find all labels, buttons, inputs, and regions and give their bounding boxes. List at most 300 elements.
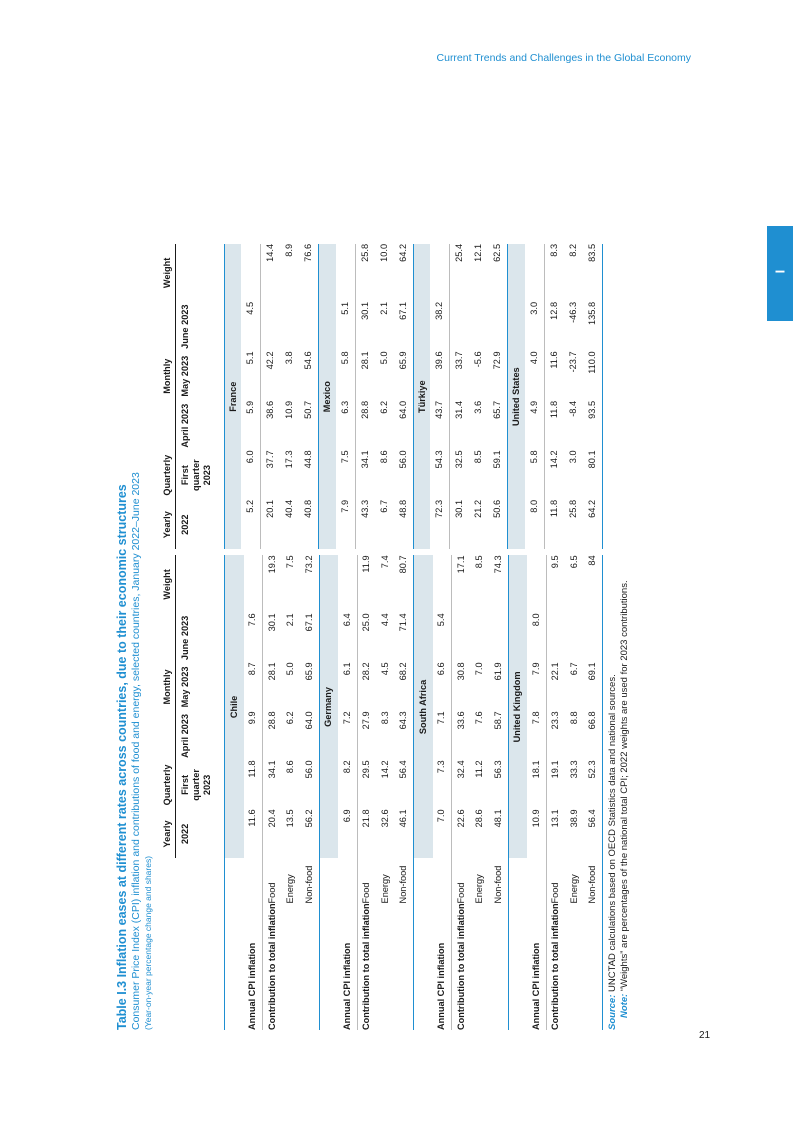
country-name: Türkiye: [413, 244, 430, 550]
header-period: First quarter 2023: [176, 760, 225, 809]
value-cell: 8.3: [379, 711, 390, 725]
annual-row: [241, 244, 261, 550]
contribution-label: [565, 903, 584, 1030]
contribution-label: Contribution to total inflation: [455, 903, 466, 1030]
value-cell: 4.4: [379, 613, 390, 627]
country-name: United States: [508, 244, 525, 550]
value-cell: 33.7: [454, 351, 465, 370]
value-cell: 5.1: [336, 302, 356, 352]
value-cell: 5.2: [241, 500, 261, 550]
value-cell: 11.2: [474, 760, 485, 778]
value-cell: 19.3: [266, 555, 277, 574]
value-cell: 66.8: [584, 711, 603, 760]
value-cell: 28.1: [359, 351, 370, 370]
contribution-label: Contribution to total inflation: [550, 903, 561, 1030]
component-row: [546, 555, 565, 1030]
value-cell: 12.1: [473, 243, 484, 262]
value-cell: 65.9: [300, 662, 319, 711]
value-cell: 8.2: [567, 243, 578, 257]
value-cell: 9.9: [244, 711, 263, 760]
value-cell: 39.6: [430, 351, 450, 401]
value-cell: 6.2: [285, 711, 296, 725]
value-cell: 8.0: [527, 613, 546, 662]
value-cell: 76.6: [299, 244, 319, 302]
country-spacer: [508, 903, 527, 1030]
value-cell: 56.4: [395, 760, 414, 809]
header-row-groups: [157, 244, 176, 550]
value-cell: [489, 613, 508, 662]
value-cell: 73.2: [300, 555, 319, 613]
header-period: 2022: [176, 809, 225, 858]
component-label: Food: [361, 882, 372, 904]
value-cell: [433, 555, 452, 613]
value-cell: 4.5: [241, 302, 261, 352]
value-cell: 8.7: [244, 662, 263, 711]
contribution-label: [395, 903, 414, 1030]
value-cell: 5.4: [433, 613, 452, 662]
value-cell: 80.7: [395, 555, 414, 613]
value-cell: 6.2: [378, 400, 389, 414]
value-cell: 3.0: [567, 450, 578, 464]
value-cell: 93.5: [583, 401, 603, 451]
component-row: [452, 555, 471, 1030]
value-cell: 3.6: [473, 400, 484, 414]
value-cell: 6.5: [568, 555, 579, 569]
value-cell: 7.0: [474, 662, 485, 676]
value-cell: 5.0: [378, 351, 389, 365]
value-cell: 67.1: [394, 302, 414, 352]
value-cell: 5.8: [336, 351, 356, 401]
value-cell: 21.2: [473, 499, 484, 518]
value-cell: 7.9: [336, 500, 356, 550]
right-table: [157, 244, 603, 550]
annual-label: Annual CPI inflation: [433, 858, 452, 1030]
value-cell: 5.1: [241, 351, 261, 401]
value-cell: 14.4: [265, 243, 276, 262]
annual-row: [527, 555, 546, 1030]
component-label: Energy: [474, 874, 485, 904]
contribution-label: Contribution to total inflation: [266, 903, 277, 1030]
value-cell: 11.8: [244, 760, 263, 809]
value-cell: [338, 555, 357, 613]
component-row: [355, 244, 375, 550]
annual-row: [338, 555, 357, 1030]
header-period: June 2023: [176, 613, 225, 662]
country-name: Germany: [319, 555, 338, 858]
value-cell: 64.0: [394, 401, 414, 451]
value-cell: [525, 244, 545, 302]
value-cell: [280, 302, 299, 352]
country-spacer: [414, 858, 433, 903]
value-cell: 71.4: [395, 613, 414, 662]
component-row: [565, 555, 584, 1030]
value-cell: 8.5: [474, 555, 485, 569]
value-cell: 64.2: [583, 500, 603, 550]
country-row: [508, 555, 527, 1030]
header-quarterly: Quarterly: [157, 450, 176, 500]
value-cell: 37.7: [265, 450, 276, 469]
header-period: May 2023: [176, 351, 225, 401]
value-cell: 11.9: [361, 555, 372, 573]
page-number: 21: [699, 1030, 711, 1041]
value-cell: 2.1: [378, 301, 389, 315]
source-label: Source:: [607, 994, 618, 1030]
country-row: [319, 244, 336, 550]
component-row: [450, 244, 470, 550]
annual-row: [244, 555, 263, 1030]
value-cell: 11.6: [244, 809, 263, 858]
annual-row: [336, 244, 356, 550]
chapter-tab-label: I: [772, 269, 788, 274]
table-notes: [607, 115, 631, 1030]
component-label: Food: [455, 882, 466, 904]
value-cell: 46.1: [395, 809, 414, 858]
component-row: [471, 555, 490, 1030]
country-spacer: [319, 858, 338, 903]
value-cell: 7.5: [285, 555, 296, 569]
value-cell: 8.6: [285, 760, 296, 774]
value-cell: 7.0: [433, 809, 452, 858]
table-body: [225, 555, 603, 1030]
value-cell: 4.0: [525, 351, 545, 401]
value-cell: [488, 302, 508, 352]
value-cell: 80.1: [583, 450, 603, 500]
value-cell: 10.0: [378, 243, 389, 262]
rotated-table-block: [115, 115, 675, 1030]
component-row: [469, 244, 488, 550]
country-row: [413, 244, 430, 550]
header-blank: [176, 903, 225, 1030]
value-cell: [261, 302, 281, 352]
component-row: [564, 244, 583, 550]
contribution-label: Contribution to total inflation: [361, 903, 372, 1030]
component-label: Non-food: [395, 858, 414, 903]
header-weight: Weight: [157, 555, 176, 613]
value-cell: 33.6: [455, 711, 466, 730]
value-cell: 43.3: [359, 499, 370, 518]
country-name: France: [225, 244, 242, 550]
tables-row: [157, 115, 603, 1030]
value-cell: 65.9: [394, 351, 414, 401]
header-period: 2022: [176, 500, 225, 550]
value-cell: 25.0: [361, 613, 372, 632]
component-label: Food: [266, 882, 277, 904]
component-row: [261, 244, 281, 550]
header-monthly: Monthly: [157, 302, 176, 451]
chapter-tab: [767, 226, 793, 321]
value-cell: 13.5: [285, 809, 296, 828]
value-cell: 61.9: [489, 662, 508, 711]
header-quarterly: Quarterly: [157, 760, 176, 809]
header-blank: [176, 858, 225, 903]
value-cell: 28.1: [266, 662, 277, 681]
value-cell: 83.5: [583, 244, 603, 302]
table-subtitle: Consumer Price Index (CPI) inflation and contributions of food and energy, selected countries, January 2022–June 2023: [130, 472, 142, 1030]
value-cell: 8.9: [284, 243, 295, 257]
annual-row: [525, 244, 545, 550]
value-cell: 5.0: [285, 662, 296, 676]
value-cell: 8.5: [473, 450, 484, 464]
value-cell: 64.2: [394, 244, 414, 302]
value-cell: 69.1: [584, 662, 603, 711]
value-cell: 58.7: [489, 711, 508, 760]
value-cell: -5.6: [473, 351, 484, 368]
header-weight: Weight: [157, 244, 176, 302]
value-cell: 72.3: [430, 500, 450, 550]
value-cell: 12.8: [548, 301, 559, 320]
running-head: Current Trends and Challenges in the Global Economy: [436, 52, 691, 64]
header-yearly: Yearly: [157, 500, 176, 550]
value-cell: 11.6: [548, 351, 559, 369]
value-cell: 48.1: [489, 809, 508, 858]
value-cell: 2.1: [285, 613, 296, 627]
value-cell: 18.1: [527, 760, 546, 809]
left-table: [157, 555, 603, 1030]
annual-label: Annual CPI inflation: [527, 858, 546, 1030]
contribution-label: [282, 903, 301, 1030]
value-cell: 7.6: [244, 613, 263, 662]
value-cell: -23.7: [567, 351, 578, 373]
source-text: UNCTAD calculations based on OECD Statistics data and national sources.: [607, 674, 618, 992]
header-blank: [176, 244, 225, 302]
value-cell: 84: [584, 555, 603, 613]
value-cell: 7.6: [474, 711, 485, 725]
value-cell: 52.3: [584, 760, 603, 809]
value-cell: 40.4: [284, 499, 295, 518]
value-cell: [244, 555, 263, 613]
value-cell: 30.1: [359, 301, 370, 320]
component-row: [263, 555, 282, 1030]
value-cell: [527, 555, 546, 613]
value-cell: -46.3: [567, 301, 578, 323]
country-row: [508, 244, 525, 550]
value-cell: 11.8: [548, 499, 559, 518]
value-cell: 38.2: [430, 302, 450, 352]
value-cell: 72.9: [488, 351, 508, 401]
value-cell: [450, 302, 470, 352]
value-cell: 25.8: [359, 243, 370, 262]
component-label: Non-food: [300, 858, 319, 903]
value-cell: 38.6: [265, 400, 276, 419]
value-cell: 27.9: [361, 711, 372, 730]
value-cell: 29.5: [361, 760, 372, 779]
country-name: Chile: [225, 555, 244, 858]
value-cell: 30.1: [454, 499, 465, 518]
country-row: [414, 555, 433, 1030]
value-cell: [471, 613, 490, 662]
value-cell: 50.6: [488, 500, 508, 550]
value-cell: 48.8: [394, 500, 414, 550]
country-spacer: [319, 903, 338, 1030]
value-cell: 56.3: [489, 760, 508, 809]
value-cell: 6.9: [338, 809, 357, 858]
value-cell: 6.3: [336, 401, 356, 451]
value-cell: 7.8: [527, 711, 546, 760]
table-unit-note: (Year-on-year percentage change and shares): [143, 855, 153, 1030]
value-cell: 17.3: [284, 450, 295, 469]
value-cell: 54.6: [299, 351, 319, 401]
value-cell: 32.5: [454, 450, 465, 469]
value-cell: 54.3: [430, 450, 450, 500]
value-cell: 56.0: [300, 760, 319, 809]
contribution-label: [471, 903, 490, 1030]
value-cell: 19.1: [550, 760, 561, 779]
component-label: Non-food: [584, 858, 603, 903]
table-body: [225, 244, 603, 550]
value-cell: 135.8: [583, 302, 603, 352]
contribution-label: [584, 903, 603, 1030]
value-cell: 7.1: [433, 711, 452, 760]
component-row: [488, 244, 508, 550]
component-row: [394, 244, 414, 550]
value-cell: [565, 613, 584, 662]
value-cell: 64.0: [300, 711, 319, 760]
header-period: June 2023: [176, 302, 225, 352]
value-cell: 3.8: [284, 351, 295, 365]
note-line: [619, 115, 631, 1030]
value-cell: 30.8: [455, 662, 466, 681]
value-cell: 34.1: [359, 450, 370, 469]
value-cell: [452, 613, 471, 662]
value-cell: 10.9: [284, 400, 295, 419]
value-cell: 25.4: [454, 243, 465, 262]
component-row: [300, 555, 319, 1030]
header-row-periods: [176, 244, 225, 550]
table-head: [157, 555, 225, 1030]
value-cell: 8.0: [525, 500, 545, 550]
header-row-periods: [176, 555, 225, 1030]
contribution-label: [376, 903, 395, 1030]
value-cell: 6.7: [568, 662, 579, 676]
country-row: [225, 244, 242, 550]
value-cell: 50.7: [299, 401, 319, 451]
value-cell: 68.2: [395, 662, 414, 711]
header-yearly: Yearly: [157, 809, 176, 858]
annual-label: Annual CPI inflation: [244, 858, 263, 1030]
value-cell: 21.8: [361, 809, 372, 828]
country-name: Mexico: [319, 244, 336, 550]
value-cell: 44.8: [299, 450, 319, 500]
value-cell: 30.1: [266, 613, 277, 632]
value-cell: 20.1: [265, 499, 276, 518]
value-cell: 6.6: [433, 662, 452, 711]
value-cell: 25.8: [567, 499, 578, 518]
value-cell: 43.7: [430, 401, 450, 451]
annual-label: Annual CPI inflation: [338, 858, 357, 1030]
value-cell: 14.2: [379, 760, 390, 779]
value-cell: 56.4: [584, 809, 603, 858]
value-cell: 5.9: [241, 401, 261, 451]
header-period: May 2023: [176, 662, 225, 711]
value-cell: 8.8: [568, 711, 579, 725]
value-cell: 22.1: [550, 662, 561, 681]
value-cell: 8.3: [548, 243, 559, 257]
component-label: Non-food: [489, 858, 508, 903]
value-cell: 28.6: [474, 809, 485, 828]
value-cell: 20.4: [266, 809, 277, 828]
header-monthly: Monthly: [157, 613, 176, 760]
value-cell: 64.3: [395, 711, 414, 760]
value-cell: 38.9: [568, 809, 579, 828]
component-row: [489, 555, 508, 1030]
value-cell: [430, 244, 450, 302]
value-cell: -8.4: [567, 400, 578, 417]
value-cell: [546, 613, 565, 662]
component-label: Energy: [285, 874, 296, 904]
value-cell: 28.2: [361, 662, 372, 681]
value-cell: 4.9: [525, 401, 545, 451]
component-label: Food: [550, 882, 561, 904]
value-cell: 9.5: [550, 555, 561, 569]
value-cell: 74.3: [489, 555, 508, 613]
value-cell: 7.3: [433, 760, 452, 809]
component-row: [299, 244, 319, 550]
table-title: Table I.3 Inflation eases at different rates across countries, due to their economic structures: [115, 484, 129, 1030]
value-cell: 8.2: [338, 760, 357, 809]
component-row: [282, 555, 301, 1030]
component-row: [357, 555, 376, 1030]
contribution-label: [300, 903, 319, 1030]
value-cell: 56.0: [394, 450, 414, 500]
country-name: South Africa: [414, 555, 433, 858]
value-cell: 7.9: [527, 662, 546, 711]
component-row: [376, 555, 395, 1030]
value-cell: 28.8: [266, 711, 277, 730]
value-cell: 33.3: [568, 760, 579, 779]
value-cell: 8.6: [378, 450, 389, 464]
value-cell: 11.8: [548, 400, 559, 419]
value-cell: 5.8: [525, 450, 545, 500]
value-cell: 32.6: [379, 809, 390, 828]
component-label: Energy: [568, 874, 579, 904]
value-cell: 7.5: [336, 450, 356, 500]
country-spacer: [225, 903, 244, 1030]
value-cell: [469, 302, 488, 352]
country-spacer: [414, 903, 433, 1030]
value-cell: 6.1: [338, 662, 357, 711]
value-cell: 17.1: [455, 555, 466, 574]
value-cell: 110.0: [583, 351, 603, 401]
header-period: First quarter 2023: [176, 450, 225, 500]
country-name: United Kingdom: [508, 555, 527, 858]
value-cell: 56.2: [300, 809, 319, 858]
value-cell: 65.7: [488, 401, 508, 451]
value-cell: 6.4: [338, 613, 357, 662]
value-cell: 7.2: [338, 711, 357, 760]
table-head: [157, 244, 225, 550]
value-cell: 7.4: [379, 555, 390, 569]
value-cell: 3.0: [525, 302, 545, 352]
component-row: [544, 244, 564, 550]
value-cell: [241, 244, 261, 302]
value-cell: [336, 244, 356, 302]
value-cell: 6.7: [378, 499, 389, 513]
note-label: Note:: [619, 993, 630, 1018]
annual-row: [433, 555, 452, 1030]
component-row: [280, 244, 299, 550]
value-cell: 23.3: [550, 711, 561, 730]
header-blank: [157, 858, 176, 1030]
annual-row: [430, 244, 450, 550]
contribution-label: [489, 903, 508, 1030]
value-cell: 59.1: [488, 450, 508, 500]
value-cell: 14.2: [548, 450, 559, 469]
value-cell: 34.1: [266, 760, 277, 779]
header-row-groups: [157, 555, 176, 1030]
country-spacer: [225, 858, 244, 903]
value-cell: [584, 613, 603, 662]
component-row: [395, 555, 414, 1030]
